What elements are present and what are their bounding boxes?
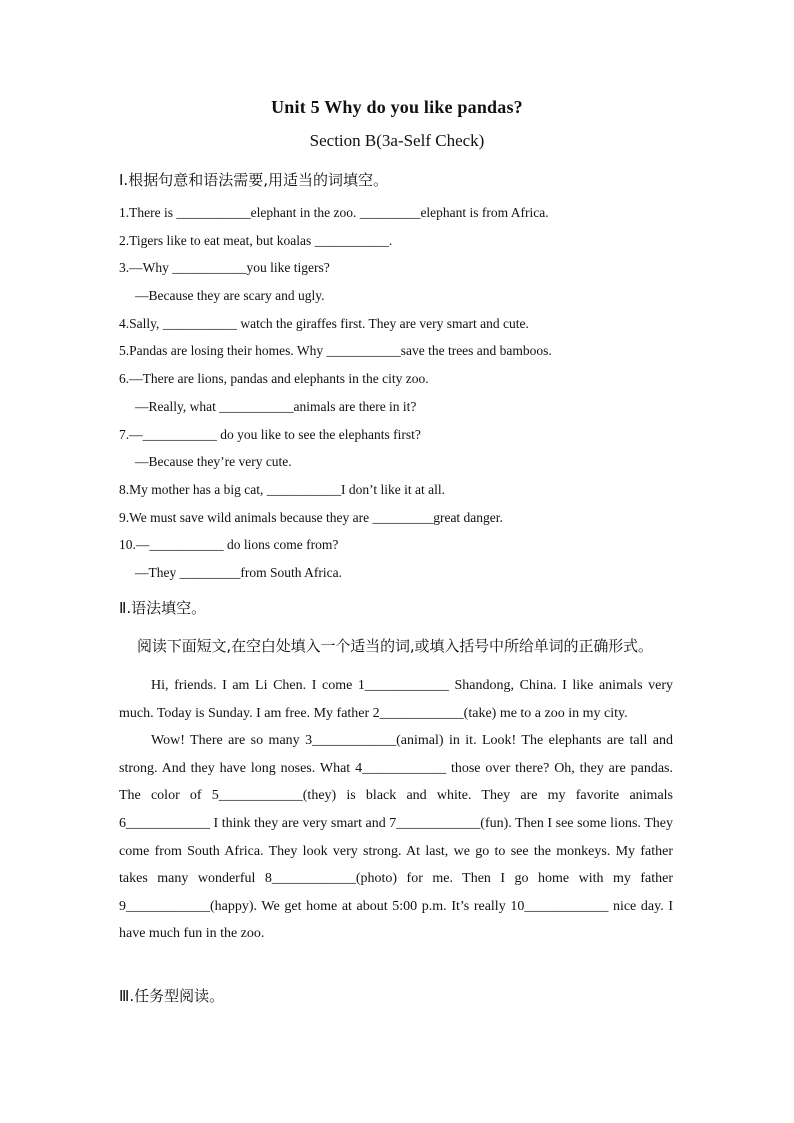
question-line: 6.—There are lions, pandas and elephants in the city zoo. (119, 371, 429, 387)
page-title: Unit 5 Why do you like pandas? (271, 97, 523, 117)
question-line: 4.Sally, ___________ watch the giraffes first. They are very smart and cute. (119, 315, 529, 331)
section-1-heading: Ⅰ.根据句意和语法需要,用适当的词填空。 (119, 171, 388, 189)
passage-paragraph: Wow! There are so many 3____________(animal) in it. Look! The elephants are tall and strong. And they have long noses. What 4____________ those over there? Oh, they are pandas. The color of 5____________(they) is black and white. They are my favorite animals 6____________ I think they are very smart and 7____________(fun). Then I see some lions. They come from South Africa. They look very strong. At last, we go to see the monkeys. My father takes many wonderful 8____________(photo) for me. Then I go home with my father 9____________(happy). We get home at about 5:00 p.m. It’s really 10____________ nice day. I have much fun in the zoo. (119, 733, 673, 942)
question-line: —Because they’re very cute. (135, 454, 292, 470)
page-subtitle: Section B(3a-Self Check) (309, 131, 485, 150)
cloze-passage (119, 672, 673, 948)
fill-in-question-list (119, 203, 679, 591)
question-line: 5.Pandas are losing their homes. Why ___________save the trees and bamboos. (119, 343, 552, 359)
question-line: 3.—Why ___________you like tigers? (119, 260, 330, 276)
section-2-instructions: 阅读下面短文,在空白处填入一个适当的词,或填入括号中所给单词的正确形式。 (137, 637, 653, 655)
question-line: 9.We must save wild animals because they are _________great danger. (119, 509, 503, 525)
question-line: —Really, what ___________animals are there in it? (135, 398, 417, 414)
question-line: 1.There is ___________elephant in the zoo. _________elephant is from Africa. (119, 205, 549, 220)
section-2-heading: Ⅱ.语法填空。 (119, 599, 207, 617)
question-line: —They _________from South Africa. (135, 564, 342, 580)
question-line: —Because they are scary and ugly. (135, 288, 325, 304)
section-3-heading: Ⅲ.任务型阅读。 (119, 987, 225, 1005)
question-line: 7.—___________ do you like to see the elephants first? (119, 426, 421, 442)
passage-paragraph: Hi, friends. I am Li Chen. I come 1____________ Shandong, China. I like animals very much. Today is Sunday. I am free. My father 2____________(take) me to a zoo in my city. (119, 678, 673, 721)
question-line: 2.Tigers like to eat meat, but koalas ___________. (119, 232, 393, 248)
question-line: 10.—___________ do lions come from? (119, 537, 339, 553)
question-line: 8.My mother has a big cat, ___________I don’t like it at all. (119, 481, 445, 497)
